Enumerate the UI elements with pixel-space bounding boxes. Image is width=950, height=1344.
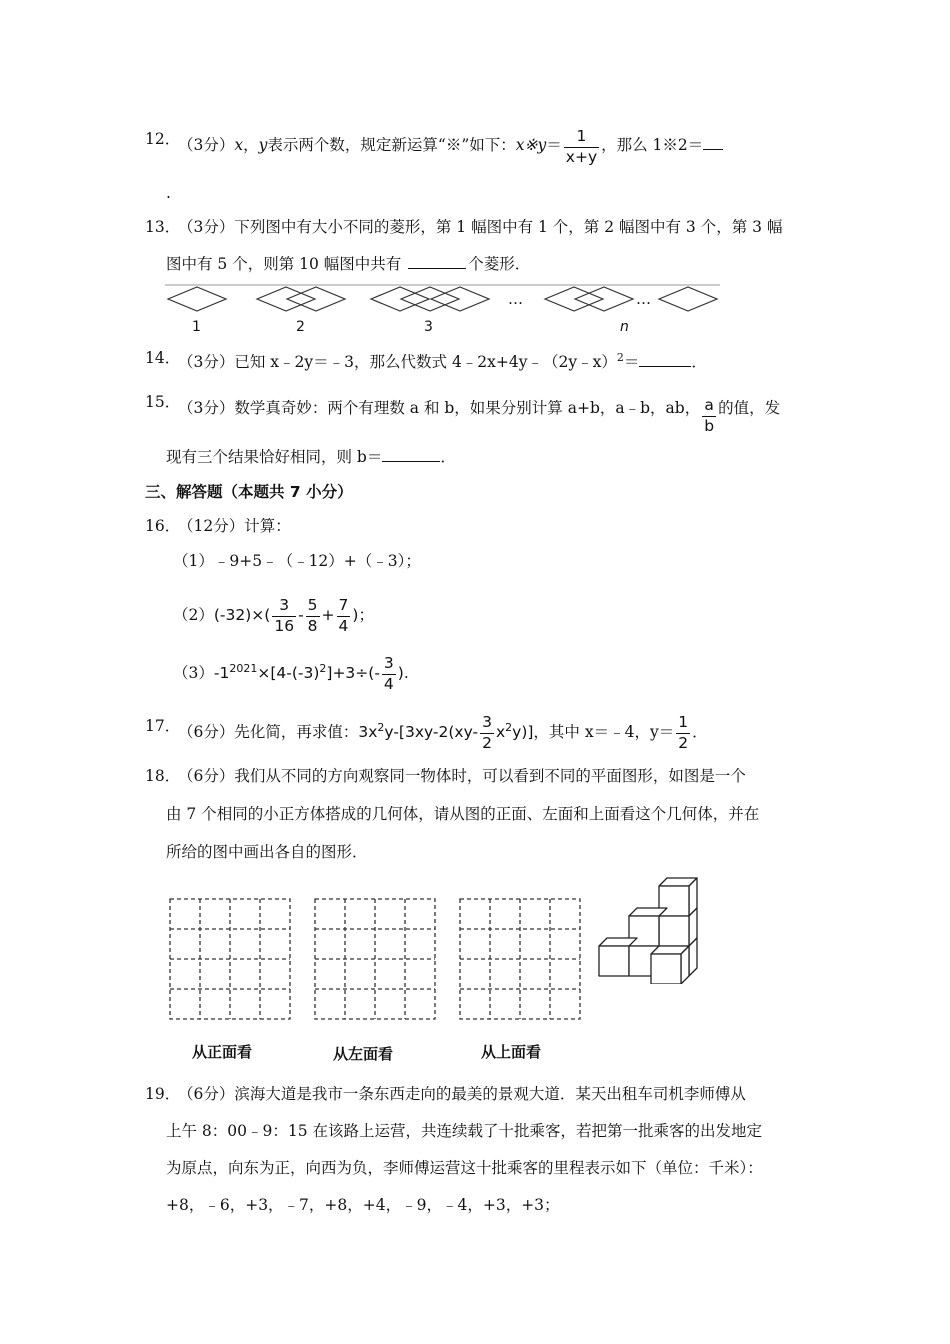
q12-number: 12． xyxy=(145,130,181,148)
answer-blank[interactable] xyxy=(382,447,440,462)
answer-blank[interactable] xyxy=(408,254,466,269)
view-grid-front[interactable] xyxy=(168,897,292,1021)
rhombus-shape xyxy=(659,287,717,311)
cube-solid-figure xyxy=(595,872,705,984)
figure-label-n: n xyxy=(620,319,629,335)
figure-label-3: 3 xyxy=(424,319,433,335)
grid-label-top: 从上面看 xyxy=(481,1043,542,1061)
q15-fraction: $\frac{a}{b}$ xyxy=(704,396,715,435)
q12-fraction: $\frac{1}{x+y}$ xyxy=(565,127,598,166)
rhombus-figure xyxy=(160,282,730,338)
ellipsis-2: … xyxy=(636,290,651,308)
q12-expr: x※y xyxy=(515,136,547,154)
answer-blank[interactable] xyxy=(703,135,723,150)
grid-label-left: 从左面看 xyxy=(333,1045,394,1063)
ellipsis-1: … xyxy=(508,290,523,308)
view-grid-left[interactable] xyxy=(313,897,437,1021)
q12-period: . xyxy=(166,184,171,202)
figure-label-1: 1 xyxy=(192,319,201,335)
q12-score: （3分） xyxy=(178,136,235,154)
grid-label-front: 从正面看 xyxy=(192,1043,253,1061)
figure-label-2: 2 xyxy=(296,319,305,335)
answer-blank[interactable] xyxy=(639,352,691,367)
rhombus-shape xyxy=(168,287,226,311)
view-grid-top[interactable] xyxy=(458,897,582,1021)
